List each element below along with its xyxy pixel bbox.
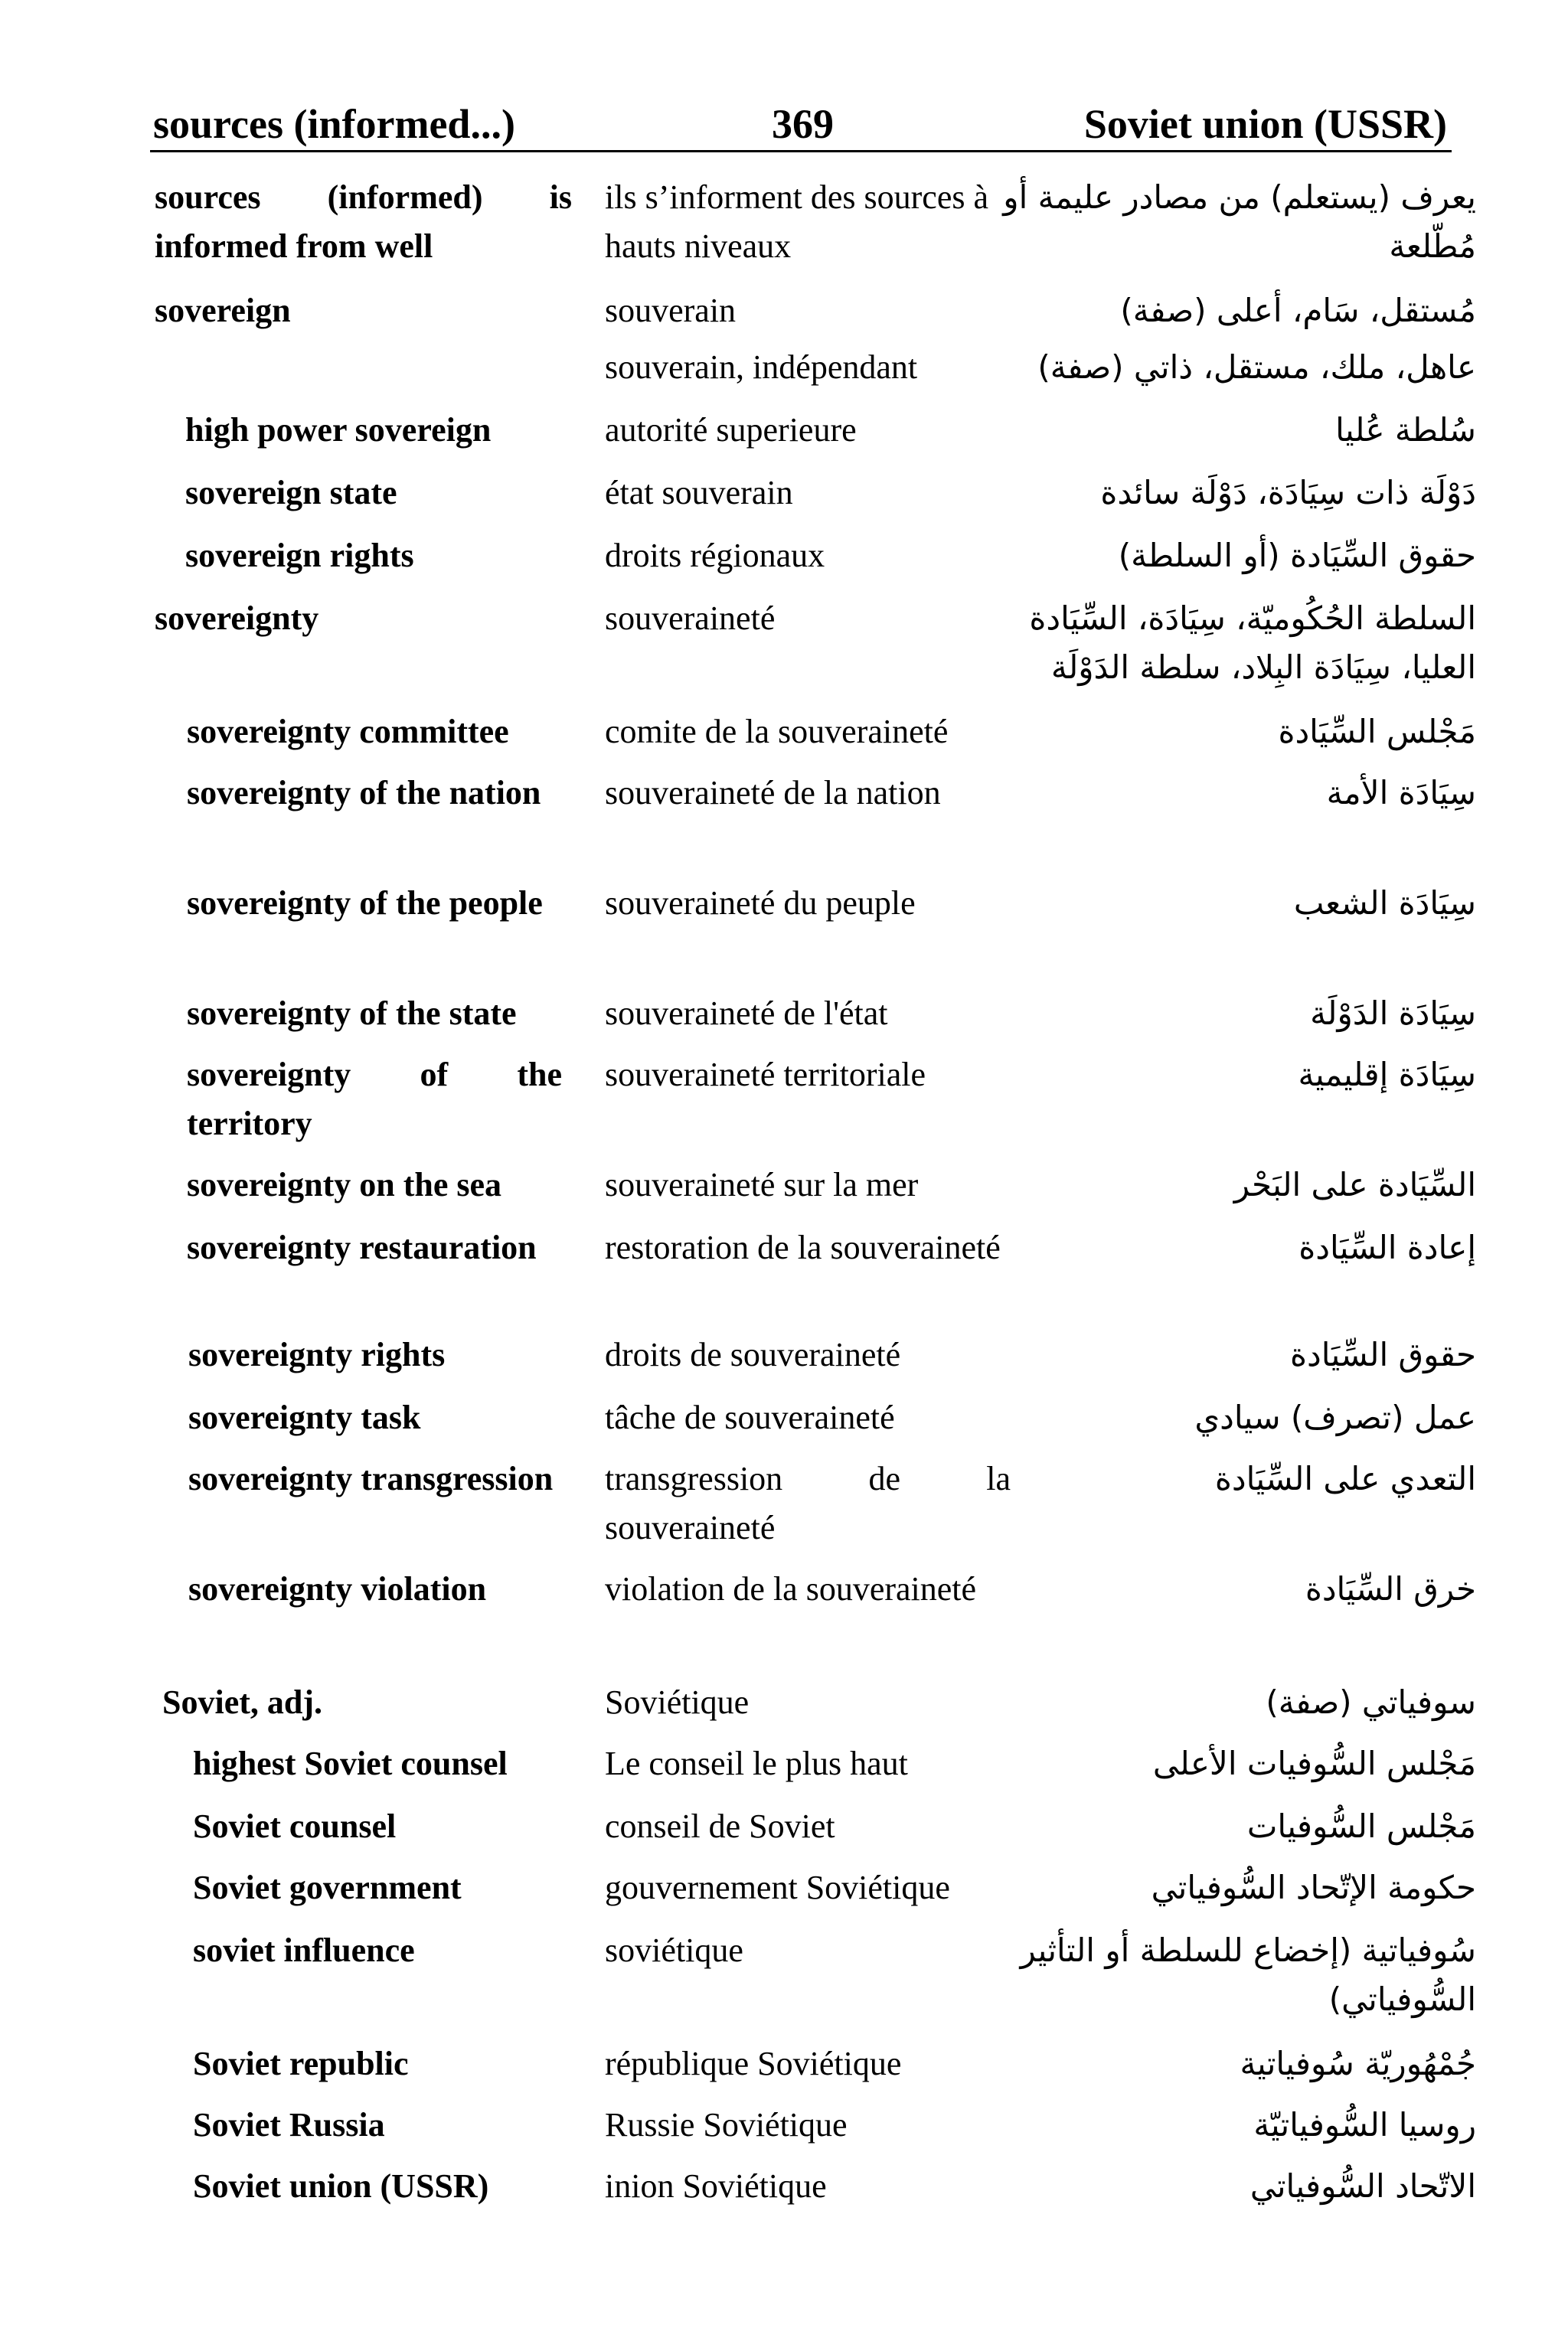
arabic-term: إعادة السِّيَادة <box>1298 1229 1476 1266</box>
arabic-term: خرق السِّيَادة <box>1305 1570 1476 1608</box>
arabic-term: حقوق السِّيَادة <box>1290 1336 1476 1373</box>
french-term: Le conseil le plus haut <box>605 1745 908 1782</box>
english-term: sovereignty of the state <box>187 994 517 1032</box>
arabic-term: مُستقل، سَام، أعلى (صفة) <box>1120 292 1476 329</box>
arabic-term: سوفياتي (صفة) <box>1266 1683 1476 1721</box>
french-term: tâche de souveraineté <box>605 1399 895 1436</box>
arabic-term: الاتّحاد السُّوفياتي <box>1250 2167 1476 2205</box>
french-term: souveraineté territoriale <box>605 1056 926 1093</box>
english-term: sovereignty transgression <box>188 1460 554 1497</box>
arabic-term: يعرف (يستعلم) من مصادر عليمة أو مُطّلعة <box>1003 178 1476 265</box>
arabic-term: مَجْلس السِّيَادة <box>1278 713 1476 750</box>
arabic-term: روسيا السُّوفياتيّة <box>1253 2106 1476 2144</box>
french-term: souveraineté de l'état <box>605 994 888 1032</box>
english-term: sovereignty rights <box>188 1336 446 1373</box>
english-term: sovereign rights <box>185 537 414 574</box>
french-term: autorité superieure <box>605 411 857 449</box>
french-term: souverain, indépendant <box>605 348 918 386</box>
french-term: république Soviétique <box>605 2045 902 2082</box>
arabic-term: سِيَادَة الشعب <box>1293 884 1476 922</box>
french-term: souveraineté <box>605 599 776 637</box>
english-term: sovereign state <box>185 474 397 511</box>
french-term: droits régionaux <box>605 537 825 574</box>
french-term: conseil de Soviet <box>605 1807 835 1845</box>
english-term: sovereignty of the nation <box>187 774 541 811</box>
page-header <box>150 96 1452 152</box>
english-term: sovereignty restauration <box>187 1229 537 1266</box>
english-term: Soviet government <box>193 1869 462 1906</box>
arabic-term: سِيَادَة الأمة <box>1326 774 1476 811</box>
header-left-guideword: sources (informed...) <box>153 101 515 147</box>
french-term: inion Soviétique <box>605 2167 827 2205</box>
english-term: high power sovereign <box>185 411 492 449</box>
page-number: 369 <box>772 101 834 147</box>
english-term: highest Soviet counsel <box>193 1745 508 1782</box>
english-term: sovereignty of the people <box>187 884 543 922</box>
french-term: souverain <box>605 292 737 329</box>
english-term: Soviet republic <box>193 2045 409 2082</box>
english-term: Soviet counsel <box>193 1807 397 1845</box>
arabic-term: حقوق السِّيَادة (أو السلطة) <box>1118 537 1476 574</box>
english-term: sovereignty committee <box>187 713 509 750</box>
french-term: restoration de la souveraineté <box>605 1229 1001 1266</box>
english-term: Soviet Russia <box>193 2106 385 2144</box>
english-term: soviet influence <box>193 1931 415 1969</box>
arabic-term: السِّيَادة على البَحْر <box>1233 1166 1476 1203</box>
french-term: soviétique <box>605 1931 743 1969</box>
arabic-term: عمل (تصرف) سيادي <box>1194 1399 1476 1436</box>
english-term: Soviet union (USSR) <box>193 2167 489 2205</box>
arabic-term: سُوفياتية (إخضاع للسلطة أو التأثير السُّوفياتي) <box>1020 1931 1476 2018</box>
arabic-term: عاهل، ملك، مستقل، ذاتي (صفة) <box>1037 348 1476 386</box>
french-term: Soviétique <box>605 1683 750 1721</box>
english-term: sovereignty task <box>188 1399 421 1436</box>
french-term: violation de la souveraineté <box>605 1570 977 1608</box>
arabic-term: سِيَادَة الدَوْلَة <box>1310 994 1476 1032</box>
french-term: comite de la souveraineté <box>605 713 949 750</box>
french-term: état souverain <box>605 474 793 511</box>
english-term: sources (informed) is informed from well <box>155 178 572 265</box>
english-term: sovereign <box>155 292 291 329</box>
french-term: ils s’informent des sources à hauts niveaux <box>605 178 988 265</box>
english-term: sovereignty <box>155 599 319 637</box>
english-term: sovereignty violation <box>188 1570 487 1608</box>
english-term: Soviet, adj. <box>162 1683 322 1721</box>
french-term: droits de souveraineté <box>605 1336 901 1373</box>
french-term: souveraineté du peuple <box>605 884 916 922</box>
arabic-term: السلطة الحُكُوميّة، سِيَادَة، السِّيَادة العليا، سِيَادَة البِلاد، سلطة الدَوْلَة <box>1029 599 1476 686</box>
arabic-term: جُمْهُوريّة سُوفياتية <box>1240 2045 1476 2082</box>
arabic-term: دَوْلَة ذات سِيَادَة، دَوْلَة سائدة <box>1100 474 1476 511</box>
french-term: gouvernement Soviétique <box>605 1869 950 1906</box>
arabic-term: سُلطة عُليا <box>1335 411 1476 449</box>
arabic-term: مَجْلس السُّوفيات الأعلى <box>1152 1745 1476 1782</box>
french-term: souveraineté sur la mer <box>605 1166 919 1203</box>
french-term: transgression de la souveraineté <box>605 1460 1011 1546</box>
arabic-term: مَجْلس السُّوفيات <box>1246 1807 1476 1845</box>
arabic-term: حكومة الإتّحاد السُّوفياتي <box>1151 1869 1476 1906</box>
english-term: sovereignty on the sea <box>187 1166 502 1203</box>
english-term: sovereignty of the territory <box>187 1056 562 1142</box>
arabic-term: سِيَادَة إقليمية <box>1298 1056 1476 1093</box>
header-right-guideword: Soviet union (USSR) <box>1083 101 1447 147</box>
french-term: souveraineté de la nation <box>605 774 941 811</box>
french-term: Russie Soviétique <box>605 2106 848 2144</box>
arabic-term: التعدي على السِّيَادة <box>1214 1460 1476 1497</box>
